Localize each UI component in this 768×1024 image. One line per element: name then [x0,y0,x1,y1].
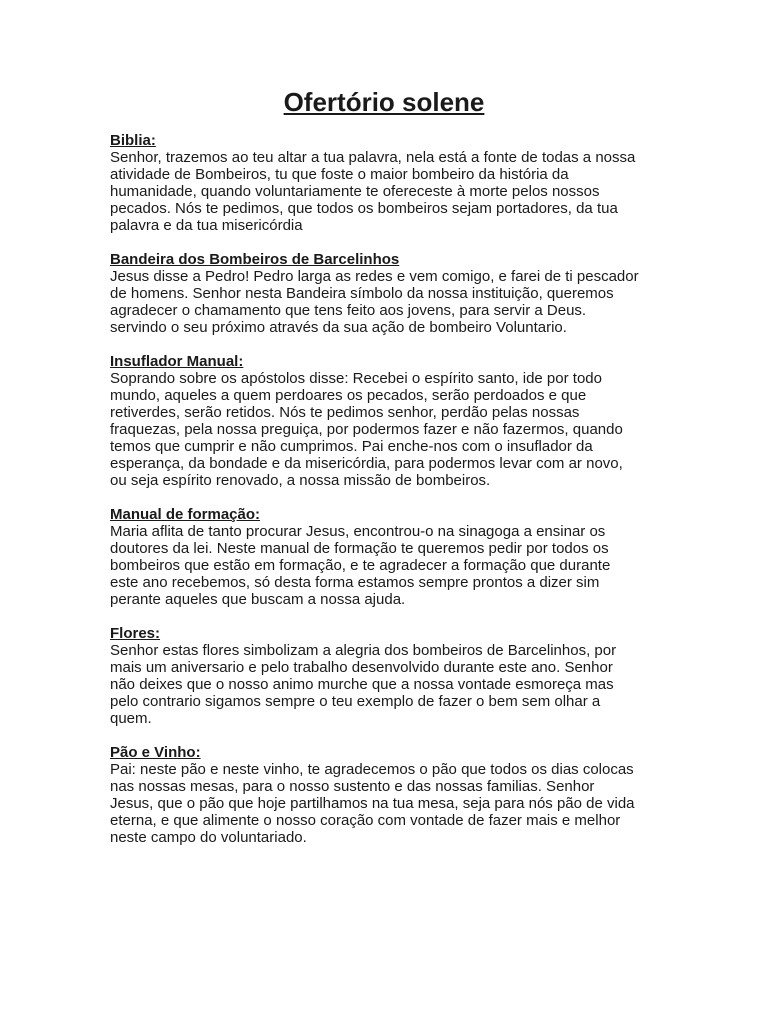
section-body: Maria aflita de tanto procurar Jesus, encontrou-o na sinagoga a ensinar os doutores da lei. Neste manual de formação te queremos pedir por todos os bombeiros que estão em formação, e te agradecer a formação que durante este ano recebemos, só desta forma estamos sempre prontos a dizer sim perante aqueles que buscam a nossa ajuda. [110,523,611,608]
section-body: Senhor estas flores simbolizam a alegria dos bombeiros de Barcelinhos, por mais um aniversario e pelo trabalho desenvolvido durante este ano. Senhor não deixes que o nosso animo murche que a nossa vontade esmoreça mas pelo contrario sigamos sempre o teu exemplo de fazer o bem sem olhar a quem. [110,642,617,727]
section-heading: Bandeira dos Bombeiros de Barcelinhos [110,251,400,268]
section-body: Jesus disse a Pedro! Pedro larga as redes e vem comigo, e farei de ti pescador de homens. Senhor nesta Bandeira símbolo da nossa instituição, queremos agradecer o chamamento que tens feito aos jovens, para servir a Deus. servindo o seu próximo através da sua ação de bombeiro Voluntario. [110,268,639,336]
section-insuflador-manual [110,353,670,489]
document-title: Ofertório solene [283,87,485,117]
document-content [110,132,670,863]
section-manual-de-formacao [110,506,670,608]
section-body: Pai: neste pão e neste vinho, te agradecemos o pão que todos os dias colocas nas nossas mesas, para o nosso sustento e das nossas familias. Senhor Jesus, que o pão que hoje partilhamos na tua mesa, seja para nós pão de vida eterna, e que alimente o nosso coração com vontade de fazer mais e melhor neste campo do voluntariado. [110,761,635,846]
section-body: Soprando sobre os apóstolos disse: Recebei o espírito santo, ide por todo mundo, aqueles a quem perdoares os pecados, serão perdoados e que retiverdes, serão retidos. Nós te pedimos senhor, perdão pelas nossas fraquezas, pela nossa preguiça, por podermos fazer e não fazermos, quando temos que cumprir e não cumprimos. Pai enche-nos com o insuflador da esperança, da bondade e da misericórdia, para podermos levar com ar novo, ou seja espírito renovado, a nossa missão de bombeiros. [110,370,623,489]
section-body: Senhor, trazemos ao teu altar a tua palavra, nela está a fonte de todas a nossa atividade de Bombeiros, tu que foste o maior bombeiro da história da humanidade, quando voluntariamente te ofereceste à morte pelos nossos pecados. Nós te pedimos, que todos os bombeiros sejam portadores, da tua palavra e da tua misericórdia [110,149,636,234]
section-heading: Insuflador Manual: [110,353,244,370]
section-bandeira [110,251,670,336]
section-heading: Manual de formação: [110,506,261,523]
section-flores [110,625,670,727]
section-biblia [110,132,670,234]
section-heading: Flores: [110,625,161,642]
section-heading: Pão e Vinho: [110,744,201,761]
section-pao-e-vinho [110,744,670,846]
section-heading: Biblia: [110,132,156,149]
